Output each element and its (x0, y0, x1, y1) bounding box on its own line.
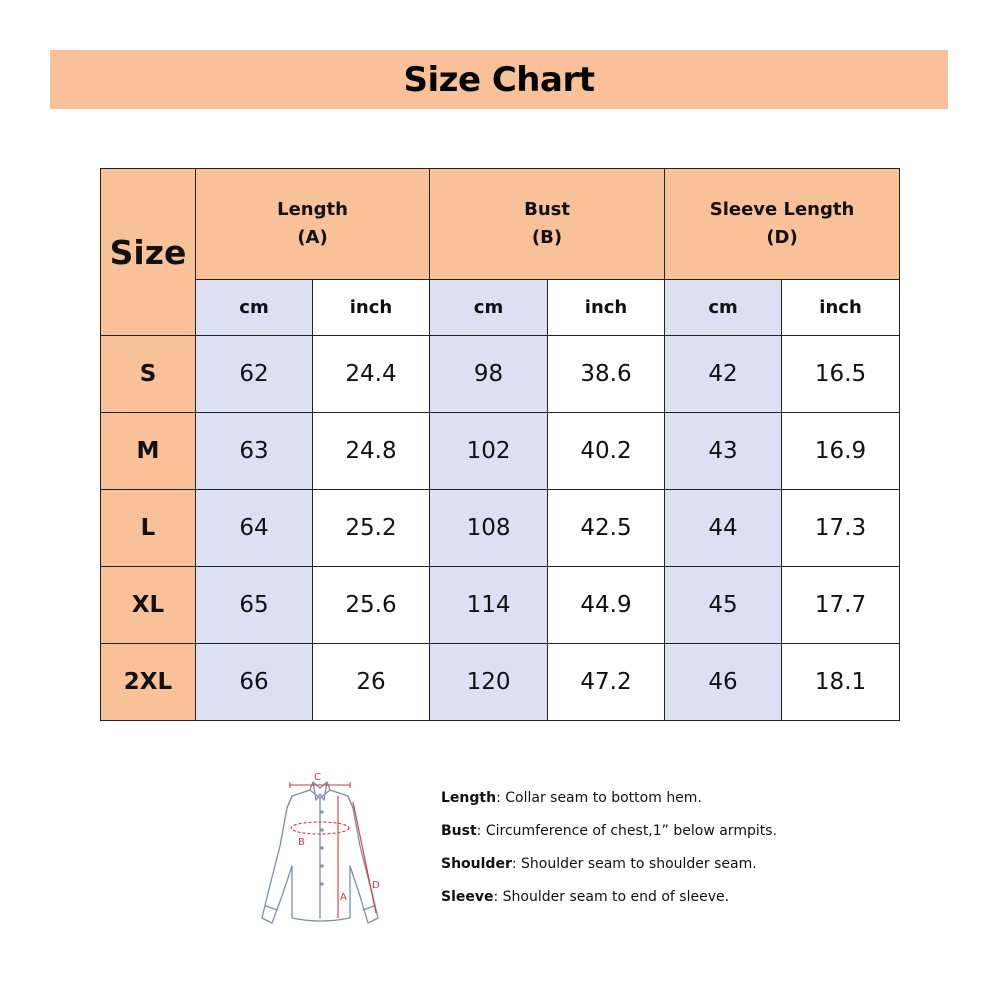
cell-length-cm: 62 (196, 336, 313, 413)
legend-term: Bust (441, 823, 477, 839)
group-header-sleeve-length (665, 169, 900, 280)
cell-bust-cm: 120 (430, 644, 548, 721)
cell-sleeve-cm: 45 (665, 567, 782, 644)
cell-length-inch: 25.6 (313, 567, 430, 644)
measurement-legend (441, 790, 777, 922)
cell-sleeve-inch: 16.5 (782, 336, 900, 413)
cell-sleeve-cm: 43 (665, 413, 782, 490)
group-header-length (196, 169, 430, 280)
cell-bust-inch: 42.5 (548, 490, 665, 567)
cell-length-cm: 64 (196, 490, 313, 567)
cell-sleeve-inch: 18.1 (782, 644, 900, 721)
table-row (101, 644, 900, 721)
cell-bust-cm: 114 (430, 567, 548, 644)
size-label: L (101, 490, 196, 567)
cell-sleeve-inch: 16.9 (782, 413, 900, 490)
table-row (101, 336, 900, 413)
size-label: M (101, 413, 196, 490)
label-b: B (298, 837, 305, 848)
table-row (101, 490, 900, 567)
legend-desc: : Shoulder seam to shoulder seam. (511, 856, 757, 872)
cell-length-inch: 24.8 (313, 413, 430, 490)
legend-item-sleeve (441, 889, 777, 906)
cell-sleeve-inch: 17.3 (782, 490, 900, 567)
size-table (100, 168, 900, 721)
group-code: (D) (766, 227, 798, 248)
cell-bust-cm: 102 (430, 413, 548, 490)
cell-bust-cm: 108 (430, 490, 548, 567)
table-row (101, 567, 900, 644)
unit-header-inch: inch (548, 280, 665, 336)
shirt-measurement-diagram (250, 768, 390, 938)
cell-sleeve-inch: 17.7 (782, 567, 900, 644)
label-d: D (372, 880, 380, 891)
cell-length-cm: 65 (196, 567, 313, 644)
group-header-row (101, 169, 900, 280)
cell-bust-cm: 98 (430, 336, 548, 413)
cell-bust-inch: 47.2 (548, 644, 665, 721)
unit-header-inch: inch (782, 280, 900, 336)
size-label: S (101, 336, 196, 413)
cell-length-inch: 25.2 (313, 490, 430, 567)
legend-desc: : Circumference of chest,1” below armpits. (476, 823, 777, 839)
group-name: Sleeve Length (709, 199, 855, 220)
legend-term: Length (441, 790, 497, 806)
cell-length-inch: 26 (313, 644, 430, 721)
group-header-bust (430, 169, 665, 280)
cell-sleeve-cm: 46 (665, 644, 782, 721)
page-title: Size Chart (403, 59, 595, 100)
legend-item-bust (441, 823, 777, 840)
size-label: XL (101, 567, 196, 644)
legend-term: Sleeve (441, 889, 494, 905)
cell-length-cm: 66 (196, 644, 313, 721)
cell-sleeve-cm: 42 (665, 336, 782, 413)
group-name: Bust (524, 199, 570, 220)
label-c: C (314, 772, 321, 783)
table-row (101, 413, 900, 490)
group-name: Length (277, 199, 348, 220)
shirt-icon (250, 768, 390, 938)
legend-item-shoulder (441, 856, 777, 873)
cell-sleeve-cm: 44 (665, 490, 782, 567)
size-label: 2XL (101, 644, 196, 721)
unit-header-cm: cm (665, 280, 782, 336)
cell-length-inch: 24.4 (313, 336, 430, 413)
unit-header-inch: inch (313, 280, 430, 336)
group-code: (B) (531, 227, 563, 248)
legend-desc: : Collar seam to bottom hem. (496, 790, 702, 806)
unit-header-row (101, 280, 900, 336)
cell-bust-inch: 44.9 (548, 567, 665, 644)
cell-bust-inch: 38.6 (548, 336, 665, 413)
title-banner (50, 50, 948, 109)
cell-bust-inch: 40.2 (548, 413, 665, 490)
legend-item-length (441, 790, 777, 807)
cell-length-cm: 63 (196, 413, 313, 490)
legend-term: Shoulder (441, 856, 512, 872)
legend-desc: : Shoulder seam to end of sleeve. (493, 889, 730, 905)
unit-header-cm: cm (430, 280, 548, 336)
label-a: A (340, 892, 347, 903)
unit-header-cm: cm (196, 280, 313, 336)
group-code: (A) (297, 227, 328, 248)
size-column-header: Size (101, 169, 196, 336)
